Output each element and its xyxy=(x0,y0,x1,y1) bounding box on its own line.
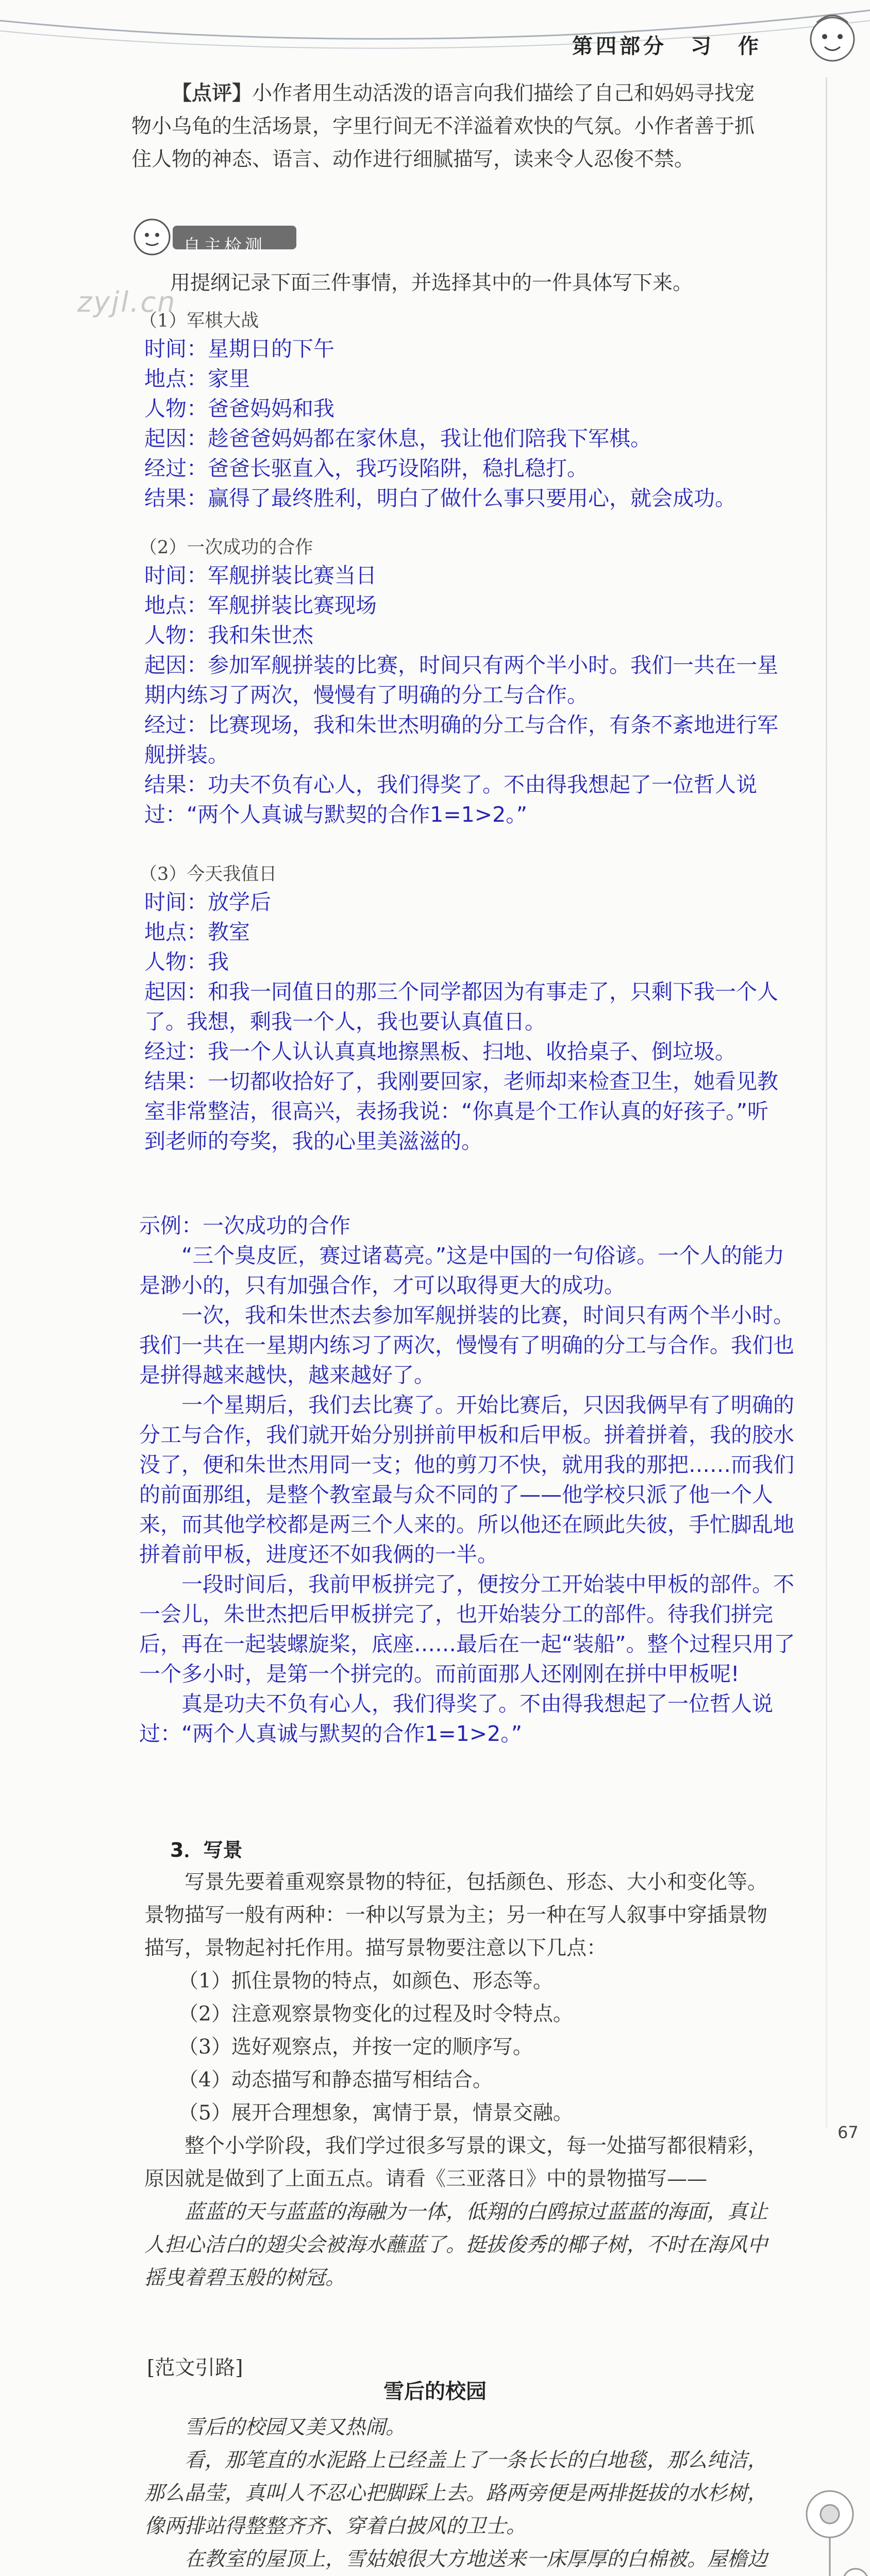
self-check-label: 自主检测 xyxy=(183,236,265,257)
section-paragraph: 整个小学阶段，我们学过很多写景的课文，每一处描写都很精彩，原因就是做到了上面五点。请看《三亚落日》中的景物描写—— xyxy=(144,2134,768,2191)
outline-line: 经过：比赛现场，我和朱世杰明确的分工与合作，有条不紊地进行军舰拼装。 xyxy=(144,713,778,767)
point-item: （5）展开合理想象，寓情于景，情景交融。 xyxy=(178,2102,573,2125)
outline-line: 时间：军舰拼装比赛当日 xyxy=(144,563,377,588)
outline-line: 时间：星期日的下午 xyxy=(144,336,334,361)
model-essay xyxy=(144,2411,768,2576)
section-title: 3．写景 xyxy=(170,1839,243,1861)
mascot-icon xyxy=(804,8,861,65)
outline-line: 起因：参加军舰拼装的比赛，时间只有两个半小时。我们一共在一星期内练习了两次，慢慢有了明确的分工与合作。 xyxy=(144,653,778,707)
example-paragraph: 一段时间后，我前甲板拼完了，便按分工开始装中甲板的部件。不一会儿，朱世杰把后甲板拼完了，也开始装分工的部件。待我们拼完后，再在一起装螺旋桨，底座……最后在一起“装船”。整个过程只用了一个多小时，是第一个拼完的。而前面那人还刚刚在拼中甲板呢! xyxy=(139,1572,795,1686)
example-paragraph: “三个臭皮匠，赛过诸葛亮。”这是中国的一句俗谚。一个人的能力是渺小的，只有加强合作，才可以取得更大的成功。 xyxy=(139,1243,784,1298)
point-item: （3）选好观察点，并按一定的顺序写。 xyxy=(178,2036,533,2059)
sample-heading: [范文引路] xyxy=(147,2357,243,2380)
task-instruction: 用提纲记录下面三件事情，并选择其中的一件具体写下来。 xyxy=(170,272,693,295)
outline-lines xyxy=(139,334,840,513)
outline-lines xyxy=(139,887,783,1156)
outline-line: 人物：爸爸妈妈和我 xyxy=(144,396,334,421)
item-heading: （1）军棋大战 xyxy=(139,311,259,331)
page-number: 67 xyxy=(838,2123,859,2142)
section-intro: 写景先要着重观察景物的特征，包括颜色、形态、大小和变化等。景物描写一般有两种：一种以写景为主；另一种在写人叙事中穿插景物描写，景物起衬托作用。描写景物要注意以下几点： xyxy=(144,1871,768,1960)
point-item: （4）动态描写和静态描写相结合。 xyxy=(178,2069,493,2092)
outline-line: 起因：和我一同值日的那三个同学都因为有事走了，只剩下我一个人了。我想，剩我一个人，我也要认真值日。 xyxy=(144,979,778,1034)
essay-paragraph: 在教室的屋顶上，雪姑娘很大方地送来一床厚厚的白棉被。屋檐边 xyxy=(185,2548,768,2571)
example-paragraph: 真是功夫不负有心人，我们得奖了。不由得我想起了一位哲人说过：“两个人真诚与默契的合作1=1>2。” xyxy=(139,1691,773,1746)
outline-item-1 xyxy=(139,308,840,513)
outline-lines xyxy=(139,561,783,829)
quoted-passage: 蓝蓝的天与蓝蓝的海融为一体，低翔的白鸥掠过蓝蓝的海面，真让人担心洁白的翅尖会被海水蘸蓝了。挺拔俊秀的椰子树，不时在海风中摇曳着碧玉般的树冠。 xyxy=(144,2200,768,2290)
review-paragraph xyxy=(131,77,755,176)
outline-line: 地点：军舰拼装比赛现场 xyxy=(144,593,377,618)
section-body xyxy=(144,1866,768,2295)
outline-line: 结果：赢得了最终胜利，明白了做什么事只要用心，就会成功。 xyxy=(144,486,736,511)
outline-line: 地点：教室 xyxy=(144,920,250,944)
review-text: 小作者用生动活泼的语言向我们描绘了自己和妈妈寻找宠物小乌龟的生活场景，字里行间无不洋溢着欢快的气氛。小作者善于抓住人物的神态、语言、动作进行细腻描写，读来令人忍俊不禁。 xyxy=(131,82,755,171)
outline-item-3 xyxy=(139,861,840,1156)
item-heading: （3）今天我值日 xyxy=(139,864,277,885)
outline-line: 起因：趁爸爸妈妈都在家休息，我让他们陪我下军棋。 xyxy=(144,426,651,451)
example-paragraph: 一个星期后，我们去比赛了。开始比赛后，只因我俩早有了明确的分工与合作，我们就开始分别拼前甲板和后甲板。拼着拼着，我的胶水没了，便和朱世杰用同一支；他的剪刀不快，就用我的那把……而我们的前面那组，是整个教室最与众不同的了——他学校只派了他一个人来，而其他学校都是两三个人来的。所以他还在顾此失彼，手忙脚乱地拼着前甲板，进度还不如我俩的一半。 xyxy=(139,1393,794,1567)
outline-line: 经过：爸爸长驱直入，我巧设陷阱，稳扎稳打。 xyxy=(144,456,588,481)
outline-line: 人物：我 xyxy=(144,950,229,974)
point-item: （2）注意观察景物变化的过程及时令特点。 xyxy=(178,2003,573,2026)
review-tag: 【点评】 xyxy=(172,82,253,105)
essay-paragraph: 看，那笔直的水泥路上已经盖上了一条长长的白地毯，那么纯洁，那么晶莹，真叫人不忍心把脚踩上去。路两旁便是两排挺拔的水杉树，像两排站得整整齐齐、穿着白披风的卫士。 xyxy=(144,2449,768,2538)
essay-paragraph: 雪后的校园又美又热闹。 xyxy=(185,2416,406,2439)
outline-line: 结果：一切都收拾好了，我刚要回家，老师却来检查卫生，她看见教室非常整洁，很高兴，表扬我说：“你真是个工作认真的好孩子。”听到老师的夸奖，我的心里美滋滋的。 xyxy=(144,1069,778,1154)
outline-line: 时间：放学后 xyxy=(144,890,271,914)
outline-line: 地点：家里 xyxy=(144,366,250,391)
example-essay xyxy=(139,1211,799,1749)
point-item: （1）抓住景物的特点，如颜色、形态等。 xyxy=(178,1970,553,1993)
example-title: 示例：一次成功的合作 xyxy=(139,1213,350,1238)
chapter-title: 第四部分 习 作 xyxy=(572,35,762,58)
watermark: zyjl.cn xyxy=(77,286,177,318)
item-heading: （2）一次成功的合作 xyxy=(139,537,313,558)
outline-line: 经过：我一个人认认真真地擦黑板、扫地、收拾桌子、倒垃圾。 xyxy=(144,1039,736,1064)
example-paragraph: 一次，我和朱世杰去参加军舰拼装的比赛，时间只有两个半小时。我们一共在一星期内练习了两次，慢慢有了明确的分工与合作。我们也是拼得越来越快，越来越好了。 xyxy=(139,1303,794,1387)
outline-item-2 xyxy=(139,535,840,829)
flower-decoration xyxy=(778,2463,870,2576)
outline-line: 人物：我和朱世杰 xyxy=(144,623,313,648)
outline-line: 结果：功夫不负有心人，我们得奖了。不由得我想起了一位哲人说过：“两个人真诚与默契的合作1=1>2。” xyxy=(144,772,757,827)
essay-title: 雪后的校园 xyxy=(383,2380,487,2403)
